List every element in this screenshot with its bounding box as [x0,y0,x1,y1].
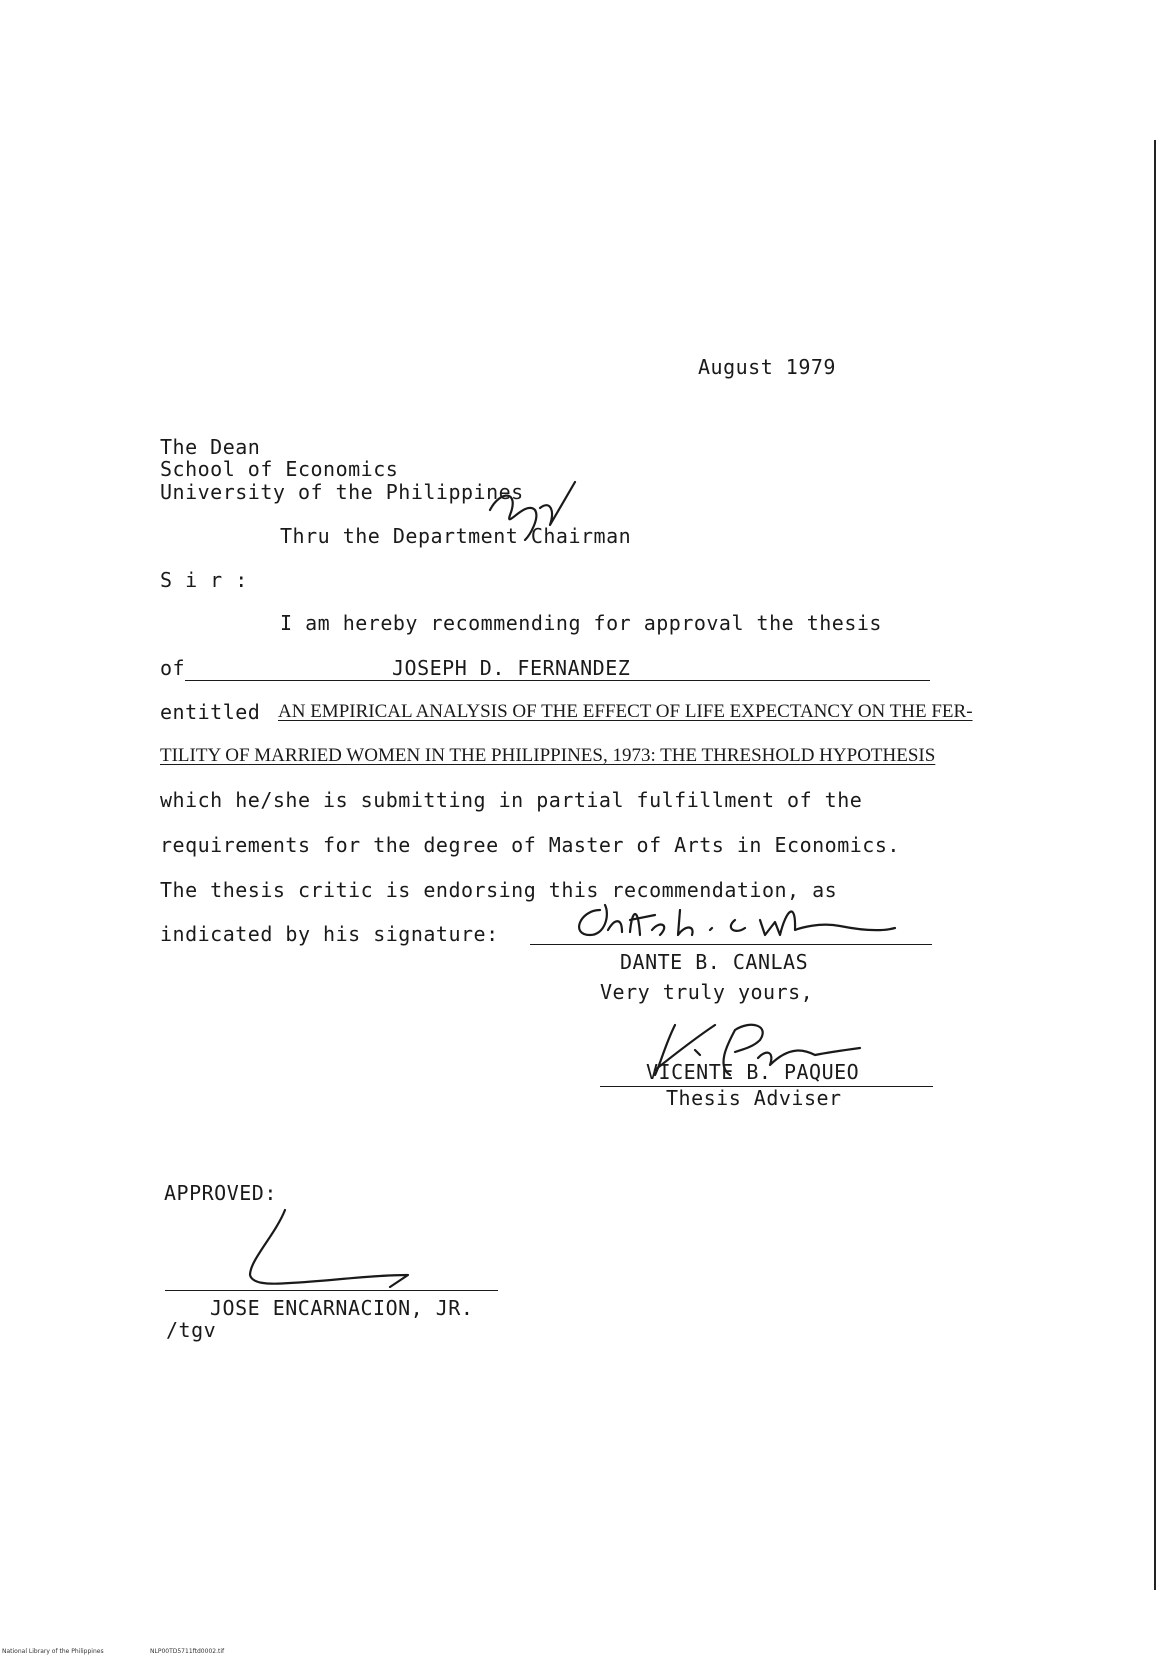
body-line-5: The thesis critic is endorsing this recommendation, as [160,878,838,902]
approved-label: APPROVED: [164,1181,277,1205]
thesis-title-line-2: TILITY OF MARRIED WOMEN IN THE PHILIPPINES, 1973: THE THRESHOLD HYPOTHESIS [160,745,936,766]
footer-library-stamp: National Library of the Philippines [2,1648,104,1655]
approver-signature-line [165,1290,498,1291]
letter-date: August 1979 [698,355,836,379]
body-line-4: requirements for the degree of Master of Arts in Economics. [160,833,900,857]
critic-signature [560,890,910,950]
of-label: of [160,656,186,680]
student-name-line [185,680,930,681]
addressee-line-2: School of Economics [160,457,399,481]
critic-signature-line [530,944,932,945]
typist-initials: /tgv [166,1318,217,1342]
adviser-name: VICENTE B. PAQUEO [646,1060,860,1084]
page-edge-line [1154,140,1156,1590]
student-name: JOSEPH D. FERNANDEZ [392,656,631,680]
closing: Very truly yours, [600,980,814,1004]
adviser-title: Thesis Adviser [666,1086,842,1110]
body-line-3: which he/she is submitting in partial fulfillment of the [160,788,863,812]
thesis-title-line-1: AN EMPIRICAL ANALYSIS OF THE EFFECT OF LIFE EXPECTANCY ON THE FER- [278,701,973,722]
thru-department-chairman: Thru the Department Chairman [280,524,632,548]
entitled-label: entitled [160,700,261,724]
chairman-initials-signature [480,470,590,550]
approver-name: JOSE ENCARNACION, JR. [210,1296,474,1320]
body-line-1: I am hereby recommending for approval the thesis [280,611,882,635]
salutation: S i r : [160,568,248,592]
footer-file-id: NLP00TD5711ftd0002.tif [150,1648,225,1655]
addressee-line-3: University of the Philippines [160,480,524,504]
critic-name: DANTE B. CANLAS [620,950,809,974]
approver-signature [230,1205,430,1295]
addressee-line-1: The Dean [160,435,261,459]
body-line-6: indicated by his signature: [160,922,499,946]
